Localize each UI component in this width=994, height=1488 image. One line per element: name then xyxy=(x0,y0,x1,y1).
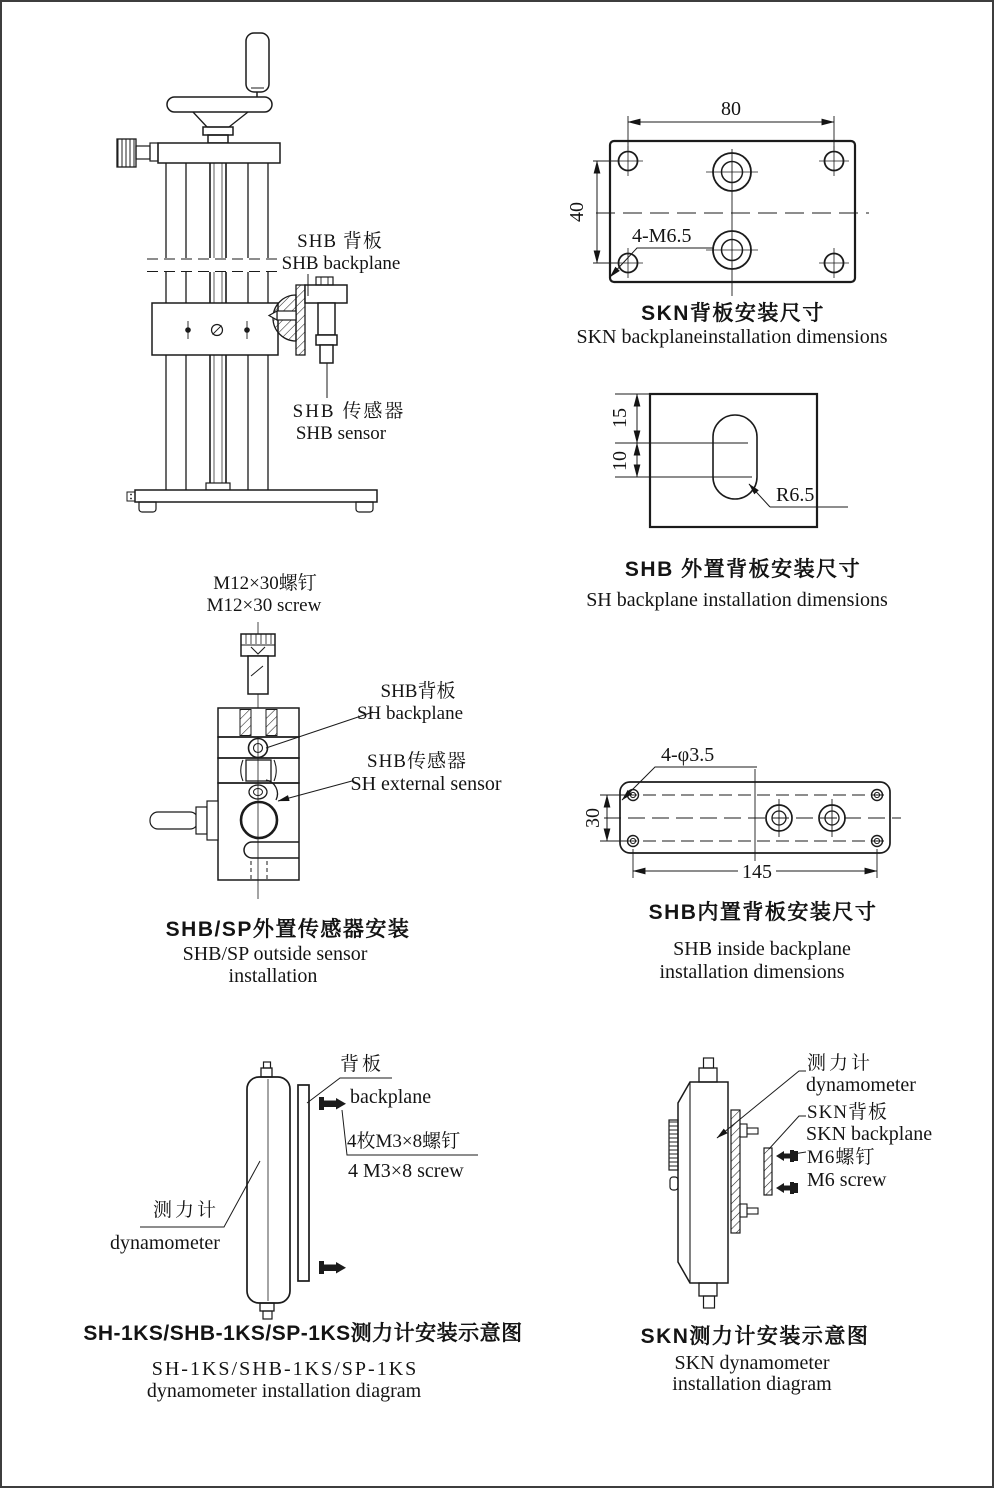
skn-dyn-caption-en1: SKN dynamometer xyxy=(674,1352,830,1374)
skn-dynamometer-drawing xyxy=(669,1058,806,1308)
skn-dyn-backplane-label-en: SKN backplane xyxy=(806,1123,933,1145)
skn-dyn-dynamometer-label-cn: 测力计 xyxy=(807,1053,874,1074)
sh-dyn-screw-label-cn: 4枚M3×8螺钉 xyxy=(347,1131,461,1152)
sh-dyn-caption-cn: SH-1KS/SHB-1KS/SP-1KS测力计安装示意图 xyxy=(83,1322,523,1345)
stand-backplane-label-en: SHB backplane xyxy=(281,253,401,274)
shb-sp-caption-cn: SHB/SP外置传感器安装 xyxy=(165,918,411,941)
sh-dyn-backplane-label-en: backplane xyxy=(350,1086,432,1108)
shb-in-plate-caption-en2: installation dimensions xyxy=(659,961,845,983)
sh-dyn-backplane-label-cn: 背板 xyxy=(340,1054,385,1075)
sh-dyn-caption-en1: SH-1KS/SHB-1KS/SP-1KS xyxy=(151,1358,419,1380)
skn-dyn-caption-en2: installation diagram xyxy=(672,1373,832,1395)
shb-in-plate-holes-label: 4-φ3.5 xyxy=(661,744,715,766)
skn-plate-caption-cn: SKN背板安装尺寸 xyxy=(641,302,825,325)
sh-dyn-dynamometer-label-en: dynamometer xyxy=(110,1232,220,1254)
shb-in-plate-caption-en1: SHB inside backplane xyxy=(673,938,851,960)
shb-out-plate-dim-15: 15 xyxy=(608,408,631,428)
sh-sensor-label-en: SH external sensor xyxy=(350,773,502,795)
sh-backplane-label-cn: SHB背板 xyxy=(380,681,456,702)
skn-dyn-dynamometer-label-en: dynamometer xyxy=(806,1074,916,1096)
sh-sensor-label-cn: SHB传感器 xyxy=(367,751,467,772)
stand-backplane-label-cn: SHB 背板 xyxy=(297,231,383,252)
skn-plate-caption-en: SKN backplaneinstallation dimensions xyxy=(576,326,888,348)
stand-sensor-label-en: SHB sensor xyxy=(295,423,387,444)
m12-screw-label-cn: M12×30螺钉 xyxy=(213,573,317,594)
skn-plate-holes-label: 4-M6.5 xyxy=(632,225,692,247)
skn-plate-dim-80: 80 xyxy=(721,98,741,120)
sh-dyn-dynamometer-label-cn: 测力计 xyxy=(153,1200,220,1221)
shb-sp-caption-en2: installation xyxy=(228,965,318,987)
shb-out-plate-dim-10: 10 xyxy=(608,451,631,471)
shb-out-plate-radius-label: R6.5 xyxy=(776,484,815,506)
sh-dyn-caption-en2: dynamometer installation diagram xyxy=(146,1380,422,1402)
shb-out-plate-caption-cn: SHB 外置背板安装尺寸 xyxy=(624,558,862,581)
skn-dyn-backplane-label-cn: SKN背板 xyxy=(807,1102,889,1123)
m12-screw-label-en: M12×30 screw xyxy=(206,595,322,616)
skn-dyn-screw-label-cn: M6螺钉 xyxy=(807,1147,876,1168)
skn-plate-dim-40: 40 xyxy=(565,202,588,222)
shb-sp-sensor-drawing xyxy=(150,622,373,899)
shb-in-plate-dim-30: 30 xyxy=(581,808,604,828)
shb-out-plate-caption-en: SH backplane installation dimensions xyxy=(586,589,888,611)
shb-sp-caption-en1: SHB/SP outside sensor xyxy=(182,943,368,965)
sh-dyn-screw-label-en: 4 M3×8 screw xyxy=(348,1160,464,1182)
shb-in-plate-caption-cn: SHB内置背板安装尺寸 xyxy=(648,901,878,924)
skn-backplane-plate-drawing xyxy=(593,116,869,296)
sh-backplane-label-en: SH backplane xyxy=(356,703,464,724)
stand-sensor-label-cn: SHB 传感器 xyxy=(292,401,406,422)
skn-dyn-caption-cn: SKN测力计安装示意图 xyxy=(640,1325,870,1348)
shb-in-plate-dim-145: 145 xyxy=(738,861,776,883)
shb-outside-backplane-drawing xyxy=(615,394,848,527)
skn-dyn-screw-label-en: M6 screw xyxy=(807,1169,887,1191)
